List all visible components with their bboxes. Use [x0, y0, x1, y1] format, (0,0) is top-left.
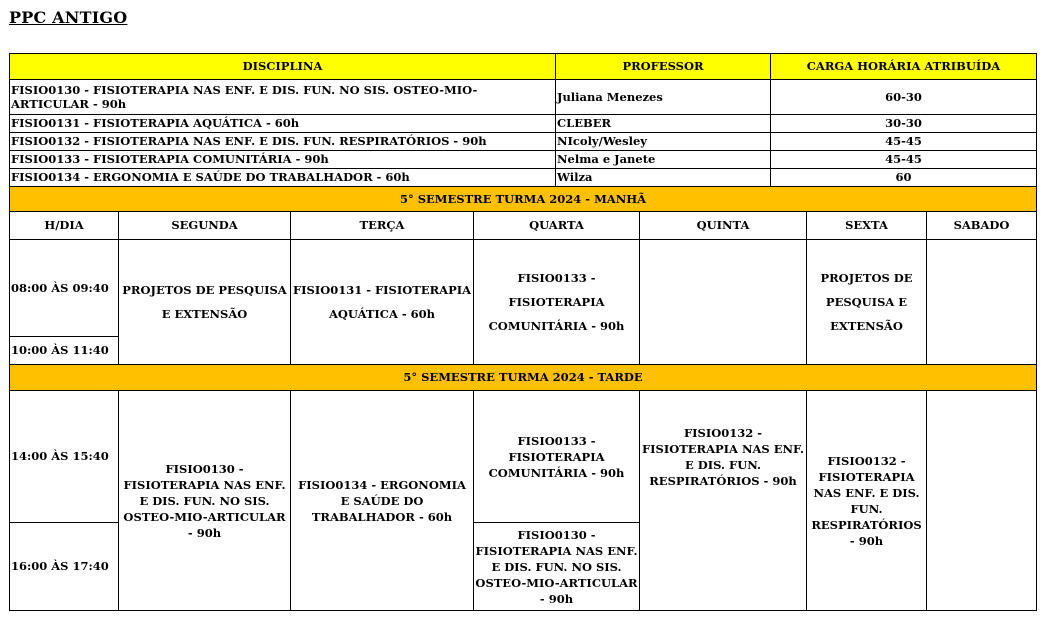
- schedule-cell: FISIO0132 - FISIOTERAPIA NAS ENF. E DIS. FUN. RESPIRATÓRIOS - 90h: [640, 391, 807, 611]
- time-cell: 08:00 ÀS 09:40: [10, 240, 119, 337]
- carga-cell: 60-30: [771, 80, 1037, 115]
- disciplina-cell: FISIO0130 - FISIOTERAPIA NAS ENF. E DIS. FUN. NO SIS. OSTEO-MIO-ARTICULAR - 90h: [10, 80, 556, 115]
- carga-cell: 45-45: [771, 151, 1037, 169]
- table-header-row: [10, 54, 1037, 80]
- header-disciplina: DISCIPLINA: [10, 54, 556, 80]
- schedule-cell: PROJETOS DE PESQUISA E EXTENSÃO: [807, 240, 927, 365]
- day-header: SEGUNDA: [119, 212, 291, 240]
- table-row: [10, 133, 1037, 151]
- disciplina-cell: FISIO0134 - ERGONOMIA E SAÚDE DO TRABALHADOR - 60h: [10, 169, 556, 187]
- table-row: [10, 80, 1037, 115]
- professor-cell: NIcoly/Wesley: [556, 133, 771, 151]
- disciplina-cell: FISIO0132 - FISIOTERAPIA NAS ENF. E DIS. FUN. RESPIRATÓRIOS - 90h: [10, 133, 556, 151]
- days-header-row: [10, 212, 1037, 240]
- manha-banner-row: [10, 187, 1037, 212]
- table-row: [10, 240, 1037, 337]
- schedule-cell: FISIO0133 - FISIOTERAPIA COMUNITÁRIA - 90h: [474, 391, 640, 523]
- carga-cell: 60: [771, 169, 1037, 187]
- table-row: [10, 151, 1037, 169]
- schedule-cell: FISIO0131 - FISIOTERAPIA AQUÁTICA - 60h: [291, 240, 474, 365]
- table-row: [10, 115, 1037, 133]
- table-row: [10, 169, 1037, 187]
- time-cell: 14:00 ÀS 15:40: [10, 391, 119, 523]
- header-professor: PROFESSOR: [556, 54, 771, 80]
- day-header: QUARTA: [474, 212, 640, 240]
- schedule-cell: FISIO0130 - FISIOTERAPIA NAS ENF. E DIS. FUN. NO SIS. OSTEO-MIO-ARTICULAR - 90h: [119, 391, 291, 611]
- professor-cell: Wilza: [556, 169, 771, 187]
- schedule-cell: FISIO0133 - FISIOTERAPIA COMUNITÁRIA - 90h: [474, 240, 640, 365]
- schedule-cell: FISIO0134 - ERGONOMIA E SAÚDE DO TRABALHADOR - 60h: [291, 391, 474, 611]
- header-carga: CARGA HORÁRIA ATRIBUÍDA: [771, 54, 1037, 80]
- schedule-cell-empty: [927, 240, 1037, 365]
- manha-banner: 5° SEMESTRE TURMA 2024 - MANHÃ: [10, 187, 1037, 212]
- schedule-cell: PROJETOS DE PESQUISA E EXTENSÃO: [119, 240, 291, 365]
- professor-cell: Nelma e Janete: [556, 151, 771, 169]
- day-header: H/DIA: [10, 212, 119, 240]
- table-row: [10, 391, 1037, 523]
- disciplina-cell: FISIO0131 - FISIOTERAPIA AQUÁTICA - 60h: [10, 115, 556, 133]
- day-header: SABADO: [927, 212, 1037, 240]
- professor-cell: Juliana Menezes: [556, 80, 771, 115]
- schedule-table: [9, 186, 1037, 611]
- day-header: SEXTA: [807, 212, 927, 240]
- tarde-banner: 5° SEMESTRE TURMA 2024 - TARDE: [10, 365, 1037, 391]
- disciplina-cell: FISIO0133 - FISIOTERAPIA COMUNITÁRIA - 90h: [10, 151, 556, 169]
- schedule-cell: FISIO0130 - FISIOTERAPIA NAS ENF. E DIS. FUN. NO SIS. OSTEO-MIO-ARTICULAR - 90h: [474, 523, 640, 611]
- day-header: QUINTA: [640, 212, 807, 240]
- time-cell: 16:00 ÀS 17:40: [10, 523, 119, 611]
- carga-cell: 45-45: [771, 133, 1037, 151]
- time-cell: 10:00 ÀS 11:40: [10, 337, 119, 365]
- schedule-cell-empty: [640, 240, 807, 365]
- professor-cell: CLEBER: [556, 115, 771, 133]
- day-header: TERÇA: [291, 212, 474, 240]
- schedule-cell: FISIO0132 - FISIOTERAPIA NAS ENF. E DIS. FUN. RESPIRATÓRIOS - 90h: [807, 391, 927, 611]
- tarde-banner-row: [10, 365, 1037, 391]
- carga-cell: 30-30: [771, 115, 1037, 133]
- page-title: PPC ANTIGO: [9, 8, 128, 27]
- disciplinas-table: [9, 53, 1037, 187]
- schedule-cell-empty: [927, 391, 1037, 611]
